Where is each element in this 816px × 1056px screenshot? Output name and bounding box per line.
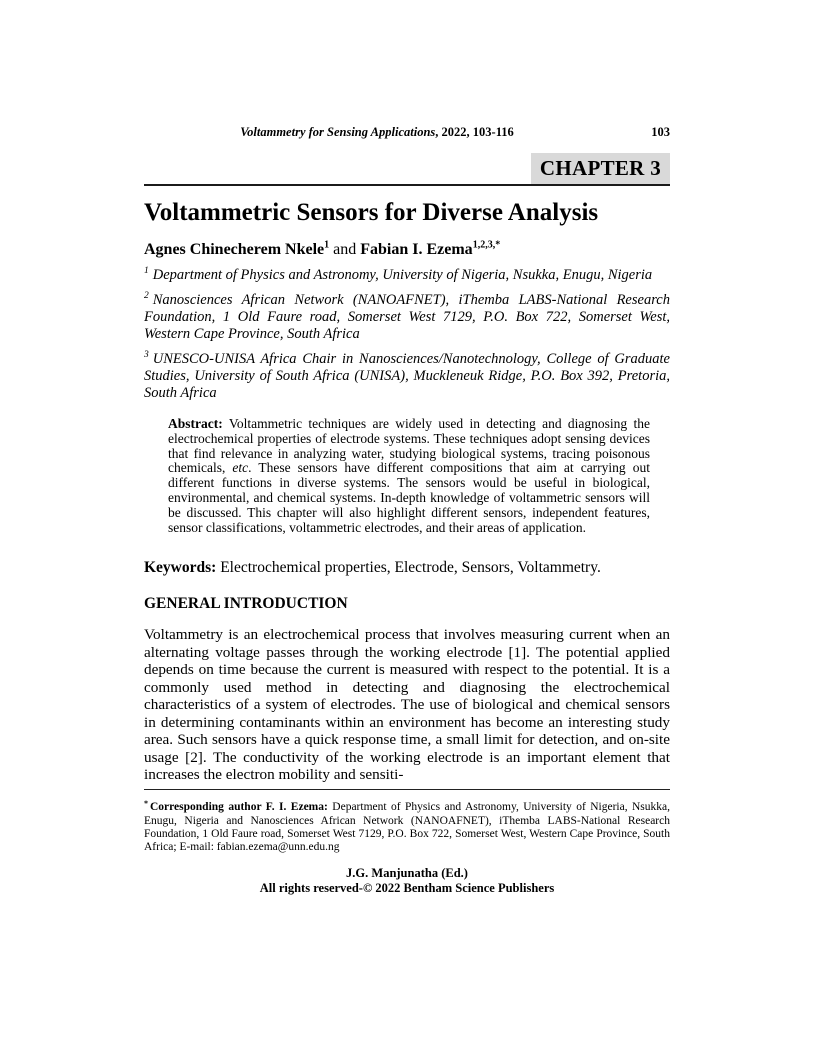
affiliation-3-marker: 3 [144,350,149,361]
footnote-text: Department of Physics and Astronomy, University of Nigeria, Nsukka, Enugu, Nigeria and Nanosciences African Network (NANOAFNET), iThemba LABS-National Research Foundation, 1 Old Faure road, Somerset West 7129, P.O. Box 722, Somerset West, Western Cape Province, South Africa; E-mail: fabian.ezema@unn.edu.ng [144,801,670,853]
running-head-pages: , 2022, 103-116 [435,125,514,139]
authors-connector: and [329,241,361,258]
affiliation-1 [144,267,670,284]
abstract [168,417,650,535]
footnote-label: Corresponding author F. I. Ezema: [150,801,328,814]
affiliation-3 [144,351,670,402]
author-2-name: Fabian I. Ezema [360,241,473,258]
affiliation-2-text: Nanosciences African Network (NANOAFNET), iThemba LABS-National Research Foundation, 1 Old Faure road, Somerset West 7129, P.O. Box 722, Somerset West, Western Cape Province, South Africa [144,292,670,342]
keywords-text: Electrochemical properties, Electrode, Sensors, Voltammetry. [216,559,601,577]
affiliation-2 [144,292,670,343]
abstract-text-2: . These sensors have different compositions that aim at carrying out different functions in diverse systems. The sensors would be useful in biological, environmental, and chemical systems. In-depth knowledge of voltammetric sensors will be discussed. This chapter will also highlight different sensors, independent features, sensor classifications, voltammetric electrodes, and their areas of application. [168,460,650,535]
affiliation-1-marker: 1 [144,266,149,277]
author-2-affiliation-marker: 1,2,3,* [472,239,501,251]
footer-editor-line: J.G. Manjunatha (Ed.) [346,865,468,880]
book-footer [144,866,670,896]
affiliation-2-marker: 2 [144,291,149,302]
chapter-label: CHAPTER 3 [531,153,670,184]
affiliation-1-text: Department of Physics and Astronomy, University of Nigeria, Nsukka, Enugu, Nigeria [152,267,653,283]
section-heading-general-introduction: GENERAL INTRODUCTION [144,595,348,613]
page-number: 103 [651,125,670,139]
keywords-label: Keywords: [144,559,217,577]
footnote-marker: * [144,798,148,808]
running-head-book-title: Voltammetry for Sensing Applications [240,125,436,139]
running-head-text [144,125,670,140]
abstract-text-1: Voltammetric techniques are widely used in detecting and diagnosing the electrochemical properties of electrode systems. These techniques adopt sensing devices that find relevance in analyzing water, studying biological systems, tracing poisonous chemicals, [168,416,650,476]
affiliation-3-text: UNESCO-UNISA Africa Chair in Nanosciences/Nanotechnology, College of Graduate Studies, University of South Africa (UNISA), Muckleneuk Ridge, P.O. Box 392, Pretoria, South Africa [144,351,670,401]
abstract-label: Abstract: [168,416,223,431]
abstract-etc: etc [232,460,249,476]
chapter-banner [144,153,670,186]
footnote-divider [144,789,670,790]
chapter-title: Voltammetric Sensors for Diverse Analysis [144,199,599,226]
authors-line [144,241,670,259]
footer-rights-line: All rights reserved-© 2022 Bentham Science Publishers [259,880,555,895]
body-paragraph: Voltammetry is an electrochemical process that involves measuring current when an alternating voltage passes through the working electrode [1]. The potential applied depends on time because the current is measured with respect to the potential. It is a commonly used method in detecting and diagnosing the electrochemical characteristics of a system of electrodes. The use of biological and chemical sensors in determining contaminants within an environment has become an interesting study area. Such sensors have a quick response time, a small limit for detection, and on-site usage [2]. The conductivity of the working electrode is an important element that increases the electron mobility and sensiti- [144,626,670,784]
corresponding-author-footnote [144,798,670,854]
author-1-affiliation-marker: 1 [324,239,330,251]
running-head [144,125,670,142]
keywords-line [144,559,670,577]
author-1-name: Agnes Chinecherem Nkele [144,241,325,258]
